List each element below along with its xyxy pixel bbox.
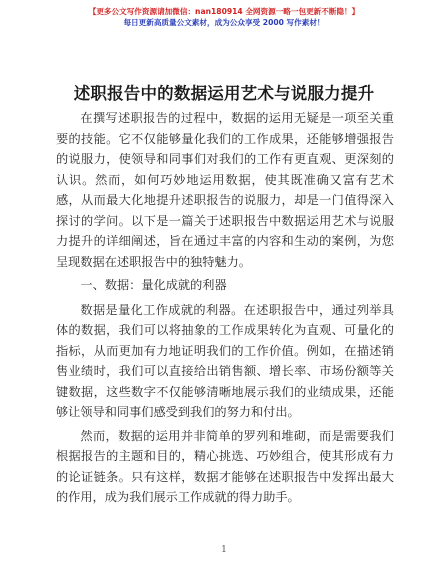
page-number: 1 bbox=[221, 545, 227, 555]
promo-banner-line1: 【更多公文写作资源请加微信：nan180914 全网资源一略一包更新不断隐！】 bbox=[88, 7, 360, 16]
paragraph-data-tool: 数据是量化工作成就的利器。在述职报告中，通过列举具体的数据，我们可以将抽象的工作成果转化为直观、可量化的指标，从而更加有力地证明我们的工作价值。例如，在描述销售业绩时，我们可以直接给出销售额、增长率、市场份额等关键数据，这些数字不仅能够清晰地展示我们的业绩成果，还能够让领导和同事们感受到我们的努力和付出。 bbox=[56, 302, 394, 419]
promo-banner bbox=[0, 6, 448, 29]
document-body bbox=[56, 108, 394, 511]
section-heading: 一、数据：量化成就的利器 bbox=[80, 278, 227, 292]
paragraph-intro: 在撰写述职报告的过程中，数据的运用无疑是一项至关重要的技能。它不仅能够量化我们的工作成果，还能够增强报告的说服力，使领导和同事们对我们的工作有更直观、更深刻的认识。然而，如何巧妙地运用数据，使其既准确又富有艺术感，从而最大化地提升述职报告的说服力，却是一门值得深入探讨的学问。以下是一篇关于述职报告中数据运用艺术与说服力提升的详细阐述，旨在通过丰富的内容和生动的案例，为您呈现数据在述职报告中的独特魅力。 bbox=[56, 111, 394, 269]
document-title: 述职报告中的数据运用艺术与说服力提升 bbox=[73, 84, 375, 103]
paragraph-data-usage: 然而，数据的运用并非简单的罗列和堆砌，而是需要我们根据报告的主题和目的，精心挑选、巧妙组合，使其形成有力的论证链条。只有这样，数据才能够在述职报告中发挥出最大的作用，成为我们展示工作成就的得力助手。 bbox=[56, 428, 394, 504]
promo-banner-line2: 每日更新高质量公文素材，成为公众享受 2000 写作素材！ bbox=[123, 18, 325, 27]
